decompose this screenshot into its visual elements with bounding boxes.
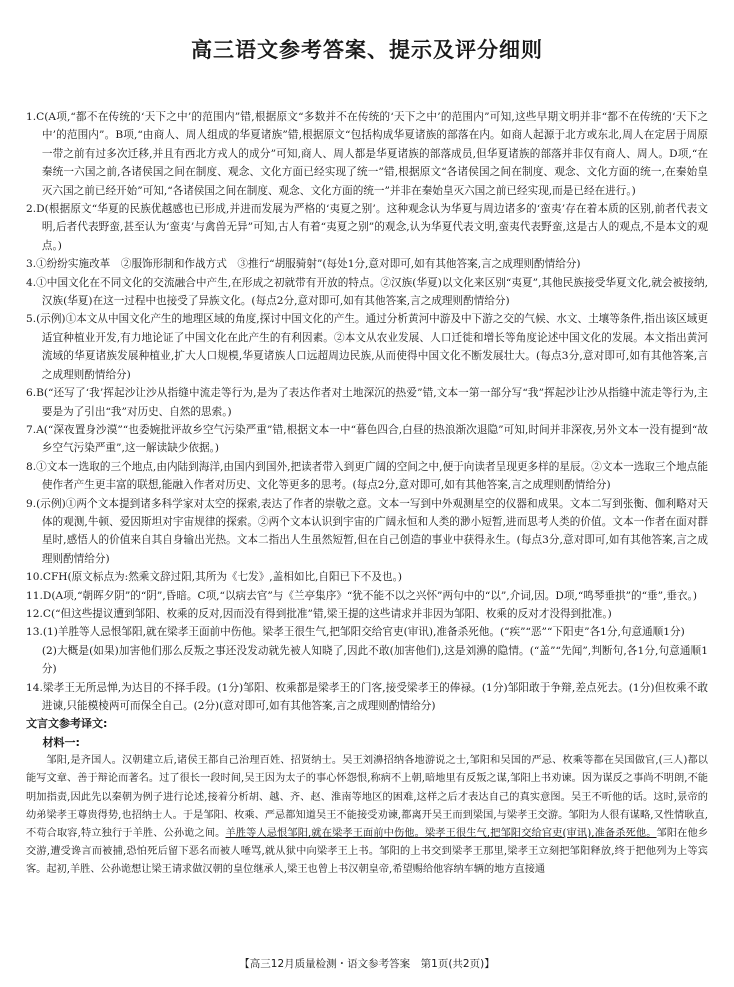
translation-paragraph [26, 752, 708, 879]
answer-item-7: 7.A(“深夜置身沙漠”“也委婉批评故乡空气污染严重”错,根据文本一中“暮色四合,白昼的热浪渐次退隐”可知,时间并非深夜,另外文本一没有提到“故乡空气污染严重”,这一解读缺少依据。) [26, 423, 708, 455]
translation-text-pre: 邹阳,是齐国人。汉朝建立后,诸侯王都自己治理百姓、招贤纳士。吴王刘濞招纳各地游说之士,邹阳和吴国的严忌、枚乘等都在吴国做官,(三人)都以能写文章、善于辩论而著名。过了很长一段时间,吴王因为太子的事心怀怨恨,称病不上朝,暗地里有反叛之谋,邹阳上书劝谏。因为谋反之事尚不明朗,不能明加指责,因此先以秦朝为例子进行论述,接着分析胡、越、齐、赵、淮南等地区的困难,这样之后才表达自己的真实意图。吴王不听他的话。这时,景帝的幼弟梁孝王尊贵得势,也招纳士人。于是邹阳、枚乘、严忌都知道吴王不能接受劝谏,都离开吴王而到梁国,与梁孝王交游。邹阳为人很有谋略,又性情耿直,不苟合取容,特立独行于羊胜、公孙诡之间。 [26, 755, 708, 840]
section-title: 文言文参考译文: [26, 717, 108, 731]
answer-list [26, 108, 708, 715]
page-title: 高三语文参考答案、提示及评分细则 [191, 38, 543, 62]
answer-item-9: 9.(示例)①两个文本提到诸多科学家对太空的探索,表达了作者的崇敬之意。文本一写到中外观测星空的仪器和成果。文本二写到张衡、伽利略对天体的观测,牛顿、爱因斯坦对宇宙规律的探索。②两个文本认识到宇宙的广阔永恒和人类的渺小短暂,进而思考人类的价值。文本一作者在面对群星时,感悟人的价值来自其自身输出光热。文本二指出人生虽然短暂,但在自己创造的事业中获得永生。(每点3分,意对即可,如有其他答案,言之成理则酌情给分) [26, 497, 708, 565]
answer-item-13-1: 13.(1)羊胜等人忌恨邹阳,就在梁孝王面前中伤他。梁孝王很生气,把邹阳交给官吏(审讯),准备杀死他。(“疾”“恶”“下阳吏”各1分,句意通顺1分) [26, 626, 685, 639]
answer-item-14: 14.梁孝王无所忌惮,为达目的不择手段。(1分)邹阳、枚乘都是梁孝王的门客,接受梁孝王的俸禄。(1分)邹阳敢于争辩,差点死去。(1分)但枚乘不敢进谏,只能模棱两可而保全自己。(2分)(意对即可,如有其他答案,言之成理则酌情给分) [26, 681, 708, 712]
translation-text-post: 邹阳在他乡交游,遭受谗言而被捕,恐怕死后留下恶名而被人唾骂,就从狱中向梁孝王上书。邹阳的上书交到梁孝王那里,梁孝王立刻把邹阳释放,终于把他列为上等宾客。起初,羊胜、公孙诡想让梁王请求做汉朝的皇位继承人,梁王也曾上书汉朝皇帝,希望赐给他容纳车辆的地方直接通 [26, 828, 709, 876]
answer-item-5: 5.(示例)①本文从中国文化产生的地理区域的角度,探讨中国文化的产生。通过分析黄河中游及中下游之交的气候、水文、土壤等条件,指出该区域更适宜种植业开发,有力地论证了中国文化在此产生的有利因素。②本文从农业发展、人口迁徙和增长等角度论述中国文化的发展。本文指出黄河流域的华夏诸族发展种植业,扩大人口规模,华夏诸族人口远超周边民族,从而使得中国文化不断发展壮大。(每点3分,意对即可,如有其他答案,言之成理则酌情给分) [26, 313, 708, 381]
answer-item-8: 8.①文本一选取的三个地点,由内陆到海洋,由国内到国外,把读者带入到更广阔的空间之中,便于向读者呈现更多样的星辰。②文本一选取三个地点能使作者产生更丰富的联想,能融入作者对历史、文化等更多的思考。(每点2分,意对即可,如有其他答案,言之成理则酌情给分) [26, 460, 708, 492]
translation-text-underlined: 羊胜等人忌恨邹阳,就在梁孝王面前中伤他。梁孝王很生气,把邹阳交给官吏(审讯),准备杀死他。 [225, 828, 657, 840]
material-label: 材料一: [42, 735, 80, 749]
answer-item-10: 10.CFH(原文标点为:然乘文辞过阳,其所为《七发》,盖相如比,自阳已下不及也。) [26, 571, 402, 584]
page-footer: 【高三12月质量检测・语文参考答案 第1页(共2页)】 [239, 958, 495, 970]
answer-item-13-2: (2)大概是(如果)加害他们那么反叛之事还没发动就先被人知晓了,因此不敢(加害他们),这是刘濞的隐情。(“盖”“先闻”,判断句,各1分,句意通顺1分) [41, 644, 708, 676]
answer-item-4: 4.①中国文化在不同文化的交流融合中产生,在形成之初就带有开放的特点。②汉族(华夏)以文化来区别“夷夏”,其他民族接受华夏文化,就会被接纳,汉族(华夏)在这一过程中也接受了异族文化。(每点2分,意对即可,如有其他答案,言之成理则酌情给分) [26, 276, 708, 308]
answer-item-3: 3.①纷纷实施改革 ②服饰形制和作战方式 ③推行“胡服骑射”(每处1分,意对即可,如有其他答案,言之成理则酌情给分) [26, 258, 581, 271]
answer-item-2: 2.D(根据原文“华夏的民族优越感也已形成,并进而发展为严格的‘夷夏之别’。这种观念认为华夏与周边诸多的‘蛮夷’存在着本质的区别,前者代表文明,后者代表野蛮,甚至认为‘蛮夷’与禽兽无异”可知,古人有着“夷夏之别”的观念,认为华夏代表文明,蛮夷代表野蛮,这是古人的观点,不是本文的观点。) [26, 203, 708, 252]
answer-item-1: 1.C(A项,“都不在传统的‘天下之中’的范围内”错,根据原文“多数并不在传统的‘天下之中’的范围内”可知,这些早期文明并非“都不在传统的‘天下之中’的范围内”。B项,“由商人、周人组成的华夏诸族”错,根据原文“包括构成华夏诸族的部落在内。如商人起源于北方或东北,周人在定居于周原一带之前有过多次迁移,并且有西北方戎人的成分”可知,商人、周人都是华夏诸族的部落成员,但华夏诸族的部落并非仅有商人、周人。D项,“在秦统一六国之前,各诸侯国之间在制度、观念、文化方面已经实现了统一”错,根据原文“各诸侯国之间在制度、观念、文化方面的统一,在秦始皇灭六国之前已经开始”可知,“各诸侯国之间在制度、观念、文化方面的统一”并非在秦始皇灭六国之前已经实现,而是已经在进行。) [26, 111, 708, 197]
answer-item-11: 11.D(A项,“朝晖夕阴”的“阴”,昏暗。C项,“以病去官”与《兰亭集序》“犹不能不以之兴怀”两句中的“以”,介词,因。D项,“鸣琴垂拱”的“垂”,垂衣。) [26, 589, 698, 602]
answer-item-6: 6.B(“还写了‘我’挥起沙让沙从指缝中流走等行为,是为了表达作者对土地深沉的热爱”错,文本一第一部分写“我”挥起沙让沙从指缝中流走等行为,主要是为了引出“我”对历史、自然的思索。) [26, 387, 708, 418]
answer-item-12: 12.C(“但这些提议遭到邹阳、枚乘的反对,因而没有得到批准”错,梁王提的这些请求并非因为邹阳、枚乘的反对才没得到批准。) [26, 607, 612, 620]
